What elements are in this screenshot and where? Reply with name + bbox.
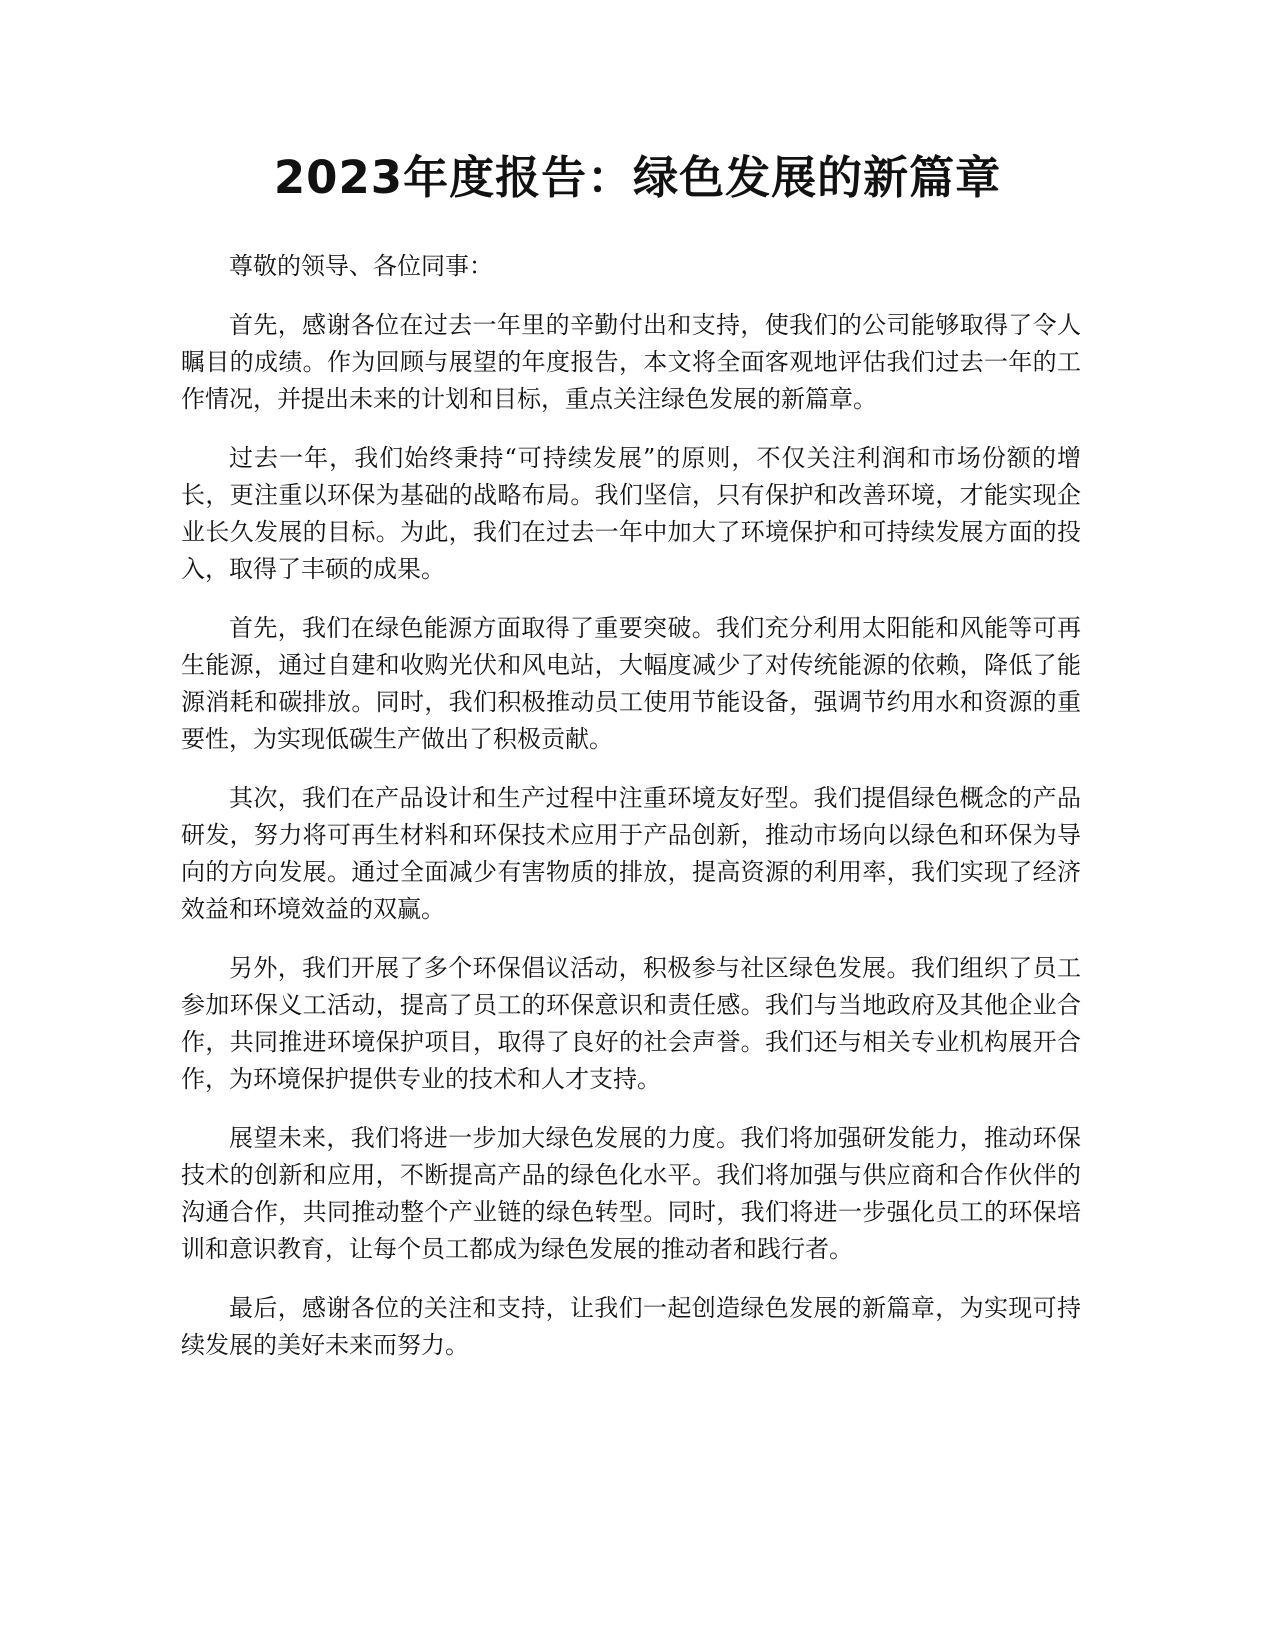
future-outlook-paragraph: 展望未来，我们将进一步加大绿色发展的力度。我们将加强研发能力，推动环保技术的创新和应用，不断提高产品的绿色化水平。我们将加强与供应商和合作伙伴的沟通合作，共同推动整个产业链的绿色转型。同时，我们将进一步强化员工的环保培训和意识教育，让每个员工都成为绿色发展的推动者和践行者。 [181, 1124, 1081, 1263]
intro-paragraph: 首先，感谢各位在过去一年里的辛勤付出和支持，使我们的公司能够取得了令人瞩目的成绩。作为回顾与展望的年度报告，本文将全面客观地评估我们过去一年的工作情况，并提出未来的计划和目标，重点关注绿色发展的新篇章。 [181, 311, 1081, 413]
community-initiative-paragraph: 另外，我们开展了多个环保倡议活动，积极参与社区绿色发展。我们组织了员工参加环保义工活动，提高了员工的环保意识和责任感。我们与当地政府及其他企业合作，共同推进环境保护项目，取得了良好的社会声誉。我们还与相关专业机构展开合作，为环境保护提供专业的技术和人才支持。 [181, 954, 1081, 1093]
product-design-paragraph: 其次，我们在产品设计和生产过程中注重环境友好型。我们提倡绿色概念的产品研发，努力将可再生材料和环保技术应用于产品创新，推动市场向以绿色和环保为导向的方向发展。通过全面减少有害物质的排放，提高资源的利用率，我们实现了经济效益和环境效益的双赢。 [181, 784, 1081, 923]
sustainability-principle-paragraph: 过去一年，我们始终秉持“可持续发展”的原则，不仅关注利润和市场份额的增长，更注重以环保为基础的战略布局。我们坚信，只有保护和改善环境，才能实现企业长久发展的目标。为此，我们在过去一年中加大了环境保护和可持续发展方面的投入，取得了丰硕的成果。 [181, 444, 1081, 583]
green-energy-paragraph: 首先，我们在绿色能源方面取得了重要突破。我们充分利用太阳能和风能等可再生能源，通过自建和收购光伏和风电站，大幅度减少了对传统能源的依赖，降低了能源消耗和碳排放。同时，我们积极推动员工使用节能设备，强调节约用水和资源的重要性，为实现低碳生产做出了积极贡献。 [181, 614, 1081, 753]
document-title: 2023年度报告：绿色发展的新篇章 [273, 151, 1002, 204]
salutation-paragraph: 尊敬的领导、各位同事： [229, 252, 493, 280]
document-body [181, 248, 1081, 1386]
closing-paragraph: 最后，感谢各位的关注和支持，让我们一起创造绿色发展的新篇章，为实现可持续发展的美好未来而努力。 [181, 1294, 1081, 1359]
